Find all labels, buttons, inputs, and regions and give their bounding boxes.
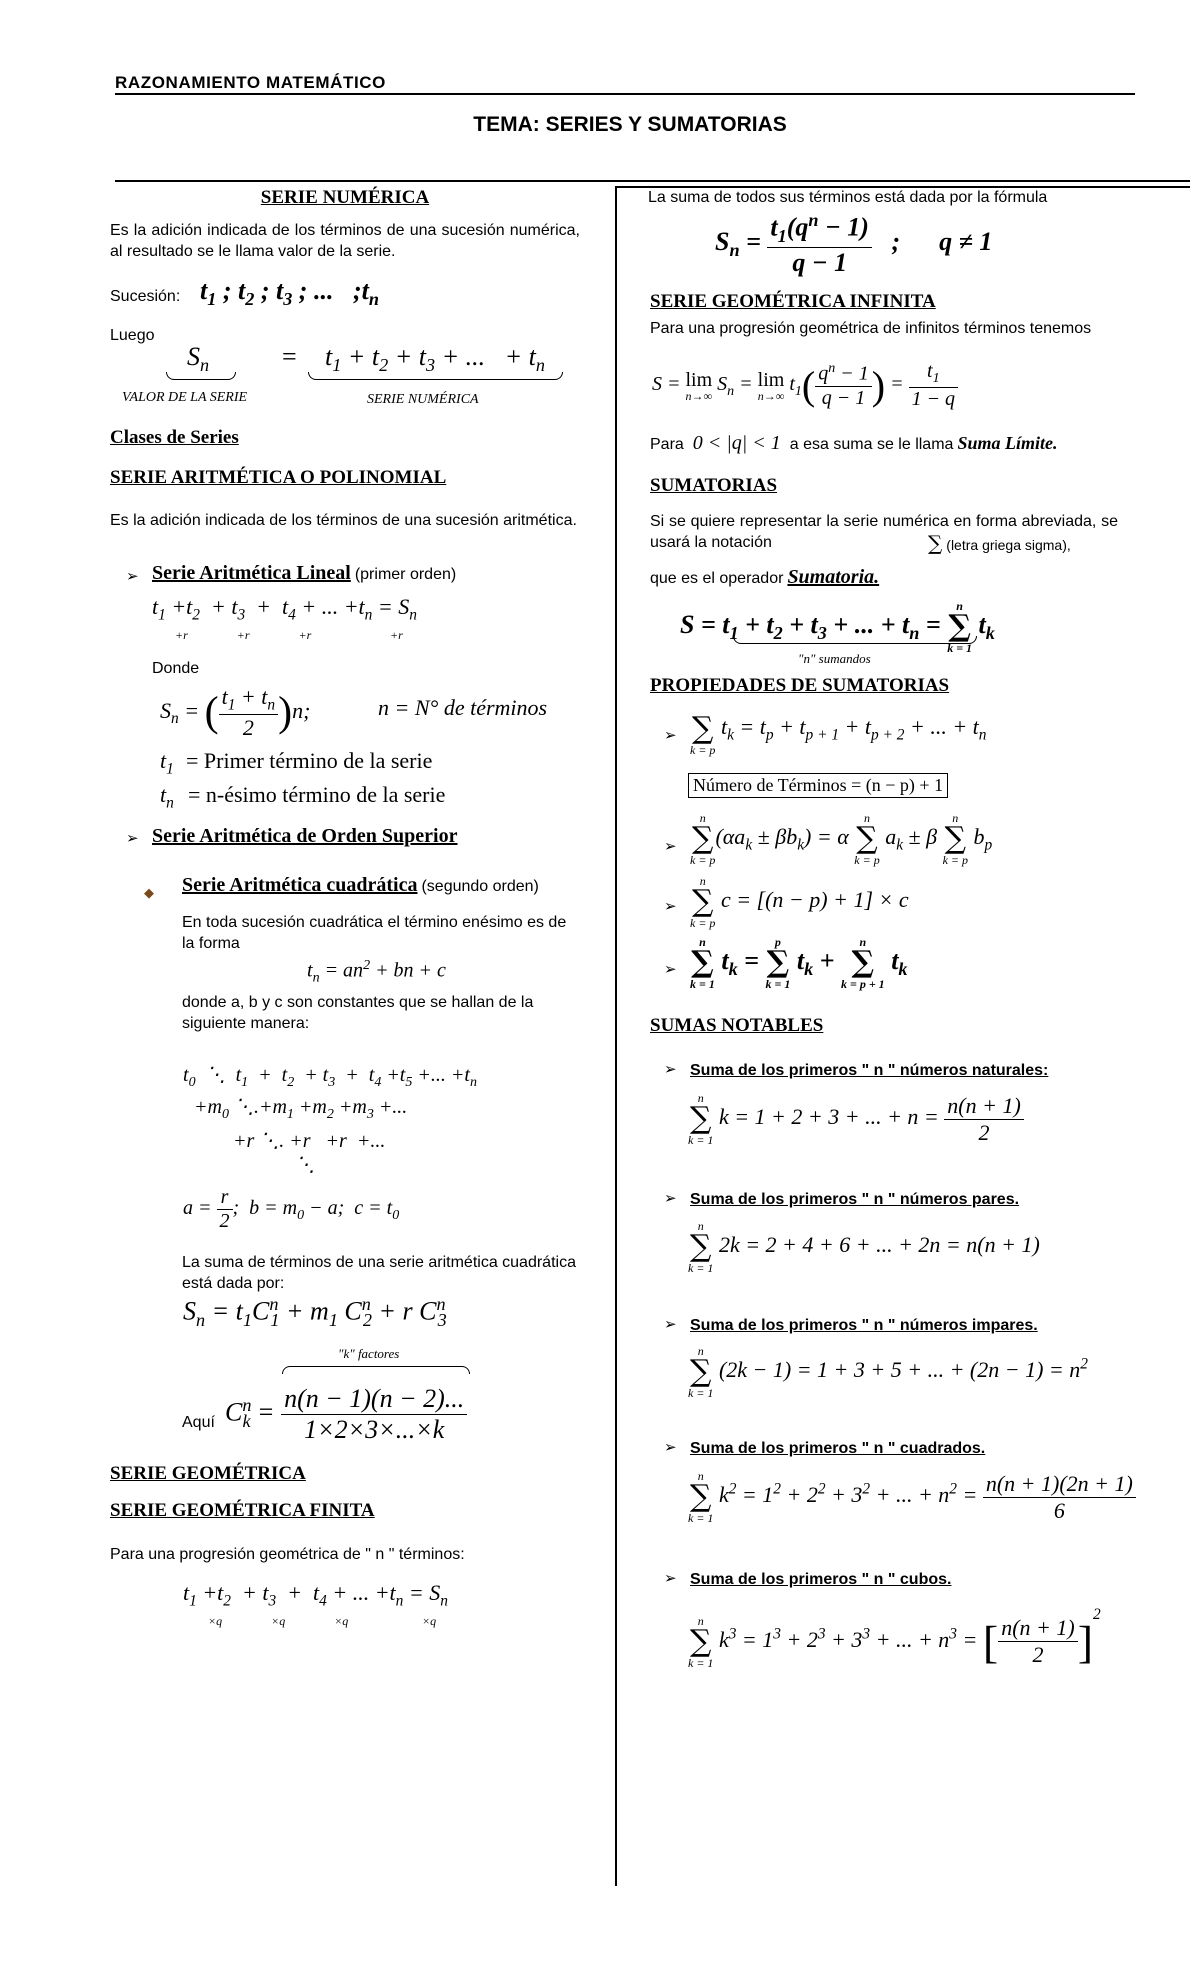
operator-line — [650, 566, 879, 589]
lineal-line — [152, 562, 456, 585]
luego-label: Luego — [110, 327, 155, 344]
bullet-arrow: ➢ — [664, 897, 677, 915]
sumatoria-definition: $S = t_1 + t_2 + t_3$ + ... + $t_n$ = n ∑ k = 1 $t_k$ — [680, 599, 995, 655]
top-rule-1 — [115, 180, 1190, 182]
brace-serie — [308, 372, 563, 380]
sucesion-formula: $t_1$ ; $t_2$ ; $t_3$ ; ... $;t_n$ — [200, 276, 379, 310]
brace-valor — [166, 372, 236, 380]
equals-sign: = — [282, 342, 297, 371]
column-divider — [615, 186, 617, 1886]
notable-5-title: Suma de los primeros " n " cubos. — [690, 1571, 952, 1588]
finita-razones: ×q ×q ×q — [208, 1614, 349, 1628]
bullet-arrow: ➢ — [126, 567, 139, 585]
valor-label: VALOR DE LA SERIE — [122, 390, 248, 405]
sumatorias-heading: SUMATORIAS — [650, 475, 778, 496]
propiedad-2: n ∑ k = p $(\alpha a_k \pm \beta b_k) = \alpha$ n ∑ k = p $a_k \pm \beta$ n ∑ k = p $b_p$ — [690, 811, 993, 867]
cuadratica-line — [182, 874, 539, 897]
notable-5-formula: n ∑ k = 1 $k^3 = 1^3 + 2^3 + 3^3$ + ... + $n^3$ = [ $\frac{n(n + 1)}{2}$ ]$^2$ — [688, 1606, 1101, 1670]
suma-cuadratica-formula: $S_n = t_1C^n_1 + m_1$ $C^n_2 + r$ $C^n_3$ — [183, 1294, 447, 1330]
lineal-razones: +r +r +r — [175, 628, 312, 642]
notable-3-formula: n ∑ k = 1 (2k − 1) = 1 + 3 + 5 + ... + $(2n - 1) = n^2$ — [688, 1344, 1088, 1400]
cuadratica-title: Serie Aritmética cuadrática — [182, 874, 418, 896]
infinita-text: Para una progresión geométrica de infinitos términos tenemos — [650, 320, 1092, 337]
serie-numerica-heading: SERIE NUMÉRICA — [260, 187, 430, 208]
tn-description: = n-ésimo término de la serie — [188, 782, 446, 807]
diamond-bullet-icon: ◆ — [144, 885, 154, 900]
lineal-title: Serie Aritmética Lineal — [152, 562, 351, 584]
brace-factores — [282, 1366, 470, 1374]
geometrica-sum-formula: $S_n$ = $\frac{t_1(q^n - 1)}{q - 1}$ ; q ≠ 1 — [715, 210, 993, 277]
bullet-arrow: ➢ — [664, 726, 677, 744]
operator-text: que es el operador — [650, 570, 784, 587]
t1-description: = Primer término de la serie — [186, 748, 433, 773]
lineal-sum-result: $S_n$ = ( $\frac{t_1 + t_n}{2}$ )n; — [160, 684, 311, 741]
infinita-heading: SERIE GEOMÉTRICA INFINITA — [650, 291, 936, 312]
serie-sum-formula: $t_1 + t_2 + t_3$ + ... + $t_n$ — [325, 342, 545, 376]
notable-2-title: Suma de los primeros " n " números pares. — [690, 1191, 1020, 1208]
finita-sum-formula: $t_1 +t_2 + t_3 + t_4$ + ... $+t_n = S_n$ — [183, 1580, 448, 1610]
sumatorias-text: Si se quiere representar la serie numérica en forma abreviada, se usará la notación — [650, 513, 1118, 551]
cuadratica-m-row: $+m_0$ $⋱.+m_1 +m_2 +m_3$ +... — [194, 1096, 408, 1122]
cuadratica-note: (segundo orden) — [421, 878, 539, 895]
geometrica-finita-heading: SERIE GEOMÉTRICA FINITA — [110, 1500, 375, 1521]
bullet-arrow: ➢ — [664, 960, 677, 978]
t1-symbol: $t_1$ — [160, 748, 174, 778]
tn-symbol: $t_n$ — [160, 782, 174, 812]
notables-heading: SUMAS NOTABLES — [650, 1015, 824, 1036]
notable-1-title: Suma de los primeros " n " números naturales: — [690, 1062, 1049, 1079]
operator-name: Sumatoria. — [787, 566, 880, 588]
bullet-arrow: ➢ — [664, 1060, 677, 1078]
propiedades-heading: PROPIEDADES DE SUMATORIAS — [650, 675, 950, 696]
subject-title: RAZONAMIENTO MATEMÁTICO — [115, 73, 386, 92]
bullet-arrow: ➢ — [664, 1315, 677, 1333]
lineal-razon-last: +r — [390, 628, 403, 642]
aqui-label: Aquí — [182, 1414, 215, 1431]
factores-label: "k" factores — [338, 1346, 400, 1361]
donde-label: Donde — [152, 660, 200, 677]
limite-name: Suma Límite. — [957, 433, 1058, 453]
notable-3-title: Suma de los primeros " n " números impares. — [690, 1317, 1038, 1334]
propiedad-3: n ∑ k = p c = [(n − p) + 1] × c — [690, 874, 909, 930]
sn-symbol: $S_n$ — [187, 342, 210, 376]
sigma-note-text: (letra griega sigma), — [946, 537, 1071, 553]
notable-2-formula: n ∑ k = 1 2k = 2 + 4 + 6 + ... + 2n = n(n + 1) — [688, 1219, 1040, 1275]
propiedad-4: n ∑ k = 1 $t_k$ = p ∑ k = 1 $t_k$ + n ∑ k = p + 1 $t_k$ — [690, 935, 908, 991]
aritmetica-heading: SERIE ARITMÉTICA O POLINOMIAL — [110, 467, 447, 488]
suma-formula-text: La suma de todos sus términos está dada por la fórmula — [648, 189, 1048, 206]
sucesion-label: Sucesión: — [110, 288, 181, 305]
sigma-icon: ∑ — [928, 531, 943, 555]
term-count: n = N° de términos — [378, 695, 548, 720]
header-rule — [115, 93, 1135, 95]
serie-numerica-text: Es la adición indicada de los términos de una sucesión numérica, al resultado se le llama valor de la serie. — [110, 222, 580, 260]
brace-sumandos — [733, 636, 977, 644]
bullet-arrow: ➢ — [664, 1189, 677, 1207]
bullet-arrow: ➢ — [664, 1569, 677, 1587]
page-title: TEMA: SERIES Y SUMATORIAS — [473, 113, 787, 136]
combinatorio-formula: $C^n_k$ = $\frac{n(n - 1)(n - 2)...}{1\times 2\times 3\times...\times k}$ — [225, 1384, 467, 1445]
cuadratica-r-row: +r ⋱. +r +r +... — [233, 1130, 386, 1152]
num-terminos-box: Número de Términos = (n − p) + 1 — [688, 773, 948, 798]
finita-text: Para una progresión geométrica de " n " términos: — [110, 1546, 465, 1563]
finita-razon-last: ×q — [422, 1614, 437, 1628]
donde-text: donde a, b y c son constantes que se hallan de la siguiente manera: — [182, 994, 534, 1032]
q-condition: 0 < |q| < 1 — [687, 432, 786, 454]
notable-4-title: Suma de los primeros " n " cuadrados. — [690, 1440, 986, 1457]
lineal-sum-formula: $t_1 +t_2 + t_3 + t_4$ + ... $+t_n = S_n$ — [152, 594, 417, 624]
suma-limite-line — [650, 432, 1057, 455]
geometrica-heading: SERIE GEOMÉTRICA — [110, 1463, 306, 1484]
sumandos-label: "n" sumandos — [798, 651, 871, 666]
suma-text: La suma de términos de una serie aritmética cuadrática está dada por: — [182, 1254, 576, 1292]
notable-4-formula: n ∑ k = 1 $k^2 = 1^2 + 2^2 + 3^2$ + ... + $n^2$ = $\frac{n(n + 1)(2n + 1)}{6}$ — [688, 1470, 1136, 1524]
cuadratica-text: En toda sucesión cuadrática el término enésimo es de la forma — [182, 914, 567, 952]
superior-title: Serie Aritmética de Orden Superior — [152, 825, 458, 847]
cuadratica-formula: $t_n = an^2$ + bn + c — [307, 958, 446, 986]
sigma-note — [928, 531, 1071, 556]
limite-text: a esa suma se le llama — [789, 436, 954, 453]
para-label: Para — [650, 436, 684, 453]
clases-heading: Clases de Series — [110, 427, 239, 448]
propiedad-1: ∑ k = p $t_k = t_p + t_{p + 1} + t_{p + 2}$ + ... + $t_n$ — [690, 711, 987, 757]
cuadratica-dots: ⋱ — [295, 1154, 315, 1176]
notable-1-formula: n ∑ k = 1 k = 1 + 2 + 3 + ... + n = $\frac{n(n + 1)}{2}$ — [688, 1092, 1024, 1146]
cuadratica-terms: $t_0$ ⋱ $t_1 + t_2 + t_3 + t_4 +t_5$ +... $+t_n$ — [183, 1064, 477, 1090]
limite-formula: S = lim n→∞ $S_n$ = lim n→∞ $t_1$( $\frac{q^n - 1}{q - 1}$ ) = $\frac{t_1}{1 - q}$ — [652, 360, 958, 411]
bullet-arrow: ➢ — [126, 829, 139, 847]
bullet-arrow: ➢ — [664, 837, 677, 855]
constantes-formula: a = $\frac{r}{2}$ ; $b = m_0 - a$; $c = t_0$ — [183, 1186, 400, 1232]
aritmetica-text: Es la adición indicada de los términos de una sucesión aritmética. — [110, 512, 577, 529]
serie-label: SERIE NUMÉRICA — [367, 392, 479, 407]
bullet-arrow: ➢ — [664, 1438, 677, 1456]
lineal-note: (primer orden) — [354, 566, 457, 583]
